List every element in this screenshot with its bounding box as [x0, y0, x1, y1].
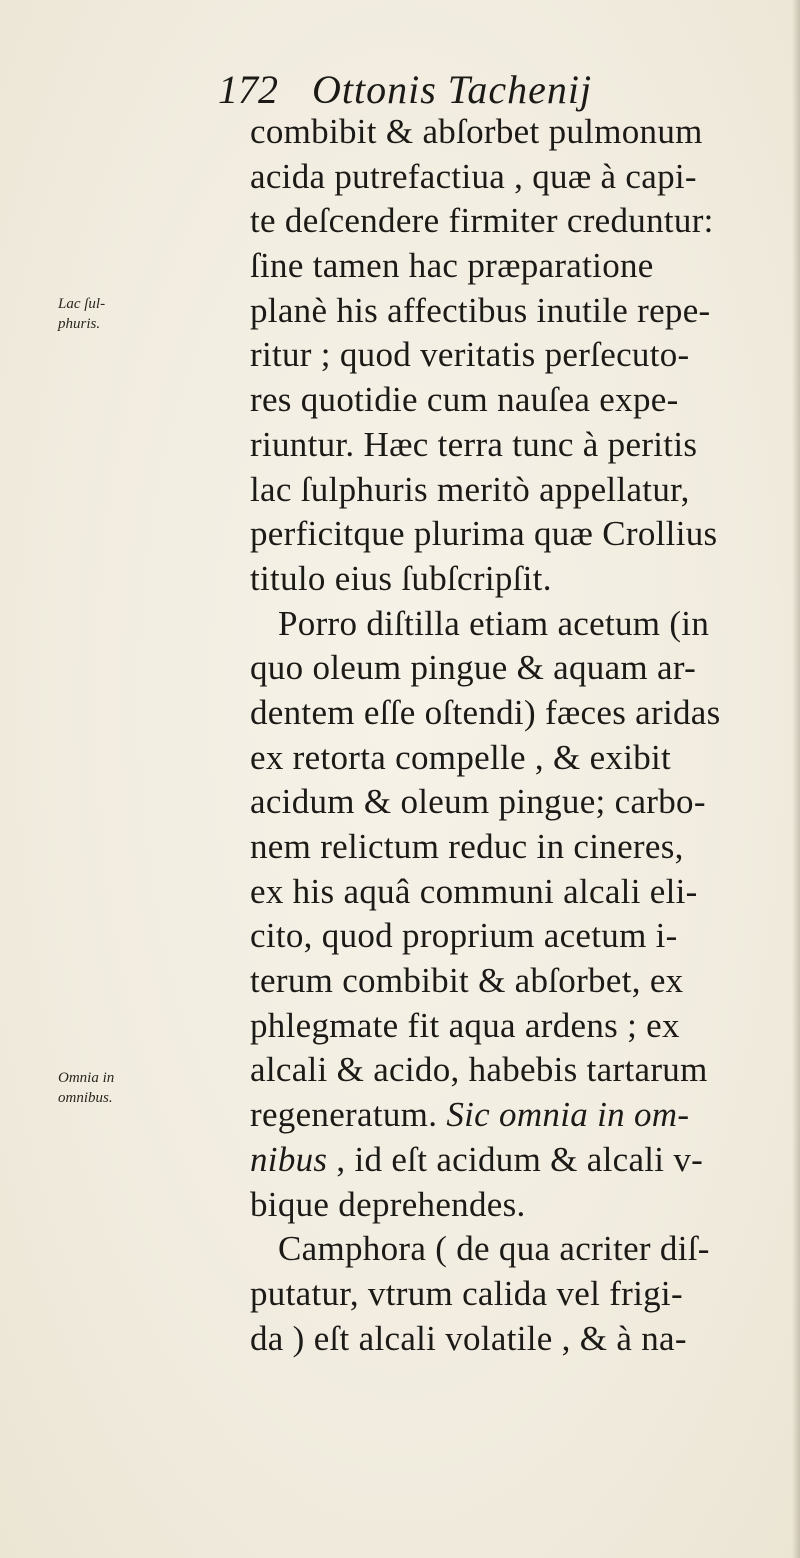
body-text: [250, 110, 790, 1361]
text-line: te deſcendere firmiter creduntur:: [250, 201, 714, 241]
text-line: Porro diſtilla etiam acetum (in: [278, 603, 710, 643]
text-line: Camphora ( de qua acriter diſ-: [278, 1229, 710, 1269]
text-line: phlegmate fit aqua ardens ; ex: [250, 1005, 680, 1045]
text-line: res quotidie cum nauſea expe-: [250, 380, 679, 420]
text-line: dentem eſſe oſtendi) fæces aridas: [250, 692, 721, 732]
marginal-note-line: omnibus.: [58, 1090, 113, 1106]
text-segment: regeneratum.: [250, 1095, 447, 1135]
text-line: bique deprehendes.: [250, 1184, 526, 1224]
text-line: riuntur. Hæc terra tunc à peritis: [250, 424, 698, 464]
text-line: da ) eſt alcali volatile , & à na-: [250, 1318, 687, 1358]
text-line: ex his aquâ communi alcali eli-: [250, 871, 698, 911]
text-line: quo oleum pingue & aquam ar-: [250, 648, 697, 688]
italic-phrase-nibus: nibus: [250, 1139, 328, 1179]
marginal-note-line: phuris.: [58, 316, 101, 332]
text-line: acida putrefactiua , quæ à capi-: [250, 156, 697, 196]
text-line: nem relictum reduc in cineres,: [250, 827, 684, 866]
text-line: lac ſulphuris meritò appellatur,: [250, 469, 690, 509]
text-line: cito, quod proprium acetum i-: [250, 916, 678, 956]
text-line: titulo eius ſubſcripſit.: [250, 558, 552, 598]
text-line: [250, 1138, 790, 1183]
text-line: putatur, vtrum calida vel frigi-: [250, 1273, 683, 1313]
marginal-note-lac-sulphuris: [58, 294, 168, 334]
text-line: acidum & oleum pingue; carbo-: [250, 782, 706, 822]
text-line: planè his affectibus inutile repe-: [250, 290, 711, 330]
marginal-note-line: Omnia in: [58, 1070, 115, 1086]
text-line: alcali & acido, habebis tartarum: [250, 1050, 708, 1090]
text-line: perficitque plurima quæ Crollius: [250, 514, 718, 554]
text-line: terum combibit & abſorbet, ex: [250, 961, 684, 1001]
marginal-note-omnia-in-omnibus: [58, 1068, 168, 1108]
page-edge-shadow: [792, 0, 800, 1558]
text-segment: , id eſt acidum & alcali v-: [327, 1139, 704, 1179]
text-line: ex retorta compelle , & exibit: [250, 737, 672, 777]
text-line: combibit & abſorbet pulmonum: [250, 112, 703, 151]
italic-phrase-sic-omnia: Sic omnia in om-: [446, 1095, 690, 1135]
running-title: Ottonis Tachenij: [312, 67, 593, 112]
text-line: [250, 1093, 790, 1138]
marginal-note-line: Lac ſul-: [58, 296, 106, 312]
page-number: 172: [218, 67, 278, 112]
text-line: ritur ; quod veritatis perſecuto-: [250, 335, 690, 375]
text-line: ſine tamen hac præparatione: [250, 246, 654, 286]
